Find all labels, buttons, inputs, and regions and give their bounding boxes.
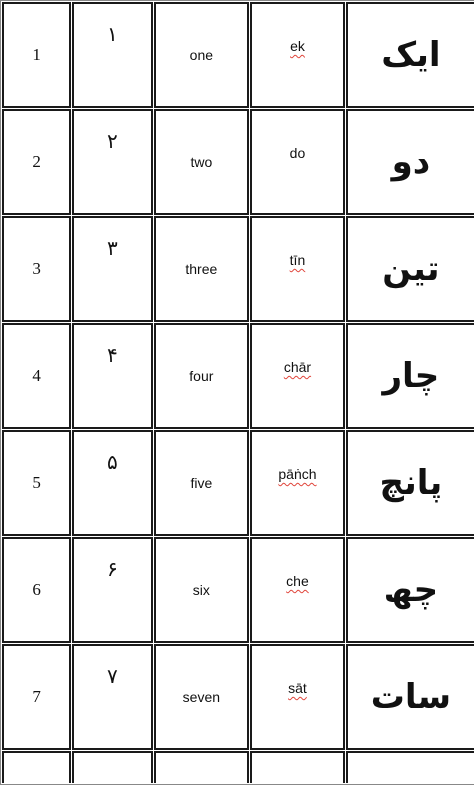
table-row xyxy=(2,537,474,643)
urdu-word-cell: چھ xyxy=(346,537,474,643)
table-row xyxy=(2,323,474,429)
number-cell: 3 xyxy=(2,216,71,322)
transliteration-cell xyxy=(250,109,345,215)
table-row xyxy=(2,430,474,536)
table-row xyxy=(2,2,474,108)
urdu-digit-cell: ۶ xyxy=(72,537,152,643)
number-cell: 7 xyxy=(2,644,71,750)
transliteration-cell xyxy=(250,644,345,750)
transliteration-cell xyxy=(250,216,345,322)
empty-cell xyxy=(2,751,71,783)
urdu-digit-cell: ١ xyxy=(72,2,152,108)
transliteration-text: do xyxy=(289,145,306,161)
urdu-word-cell: چار xyxy=(346,323,474,429)
number-cell: 4 xyxy=(2,323,71,429)
urdu-word-cell: تین xyxy=(346,216,474,322)
urdu-digit-cell: ٣ xyxy=(72,216,152,322)
urdu-digit-cell: ٧ xyxy=(72,644,152,750)
urdu-word-cell: سات xyxy=(346,644,474,750)
transliteration-cell xyxy=(250,537,345,643)
urdu-word-cell: ایک xyxy=(346,2,474,108)
transliteration-text: chār xyxy=(283,359,312,375)
english-word-cell: four xyxy=(154,323,250,429)
english-word-cell: two xyxy=(154,109,250,215)
table-row xyxy=(2,109,474,215)
number-cell: 6 xyxy=(2,537,71,643)
table-row xyxy=(2,644,474,750)
english-word-cell: seven xyxy=(154,644,250,750)
english-word-cell: five xyxy=(154,430,250,536)
table-row xyxy=(2,216,474,322)
transliteration-text: che xyxy=(286,573,309,589)
empty-cell xyxy=(154,751,250,783)
empty-cell xyxy=(346,751,474,783)
urdu-digit-cell: ۴ xyxy=(72,323,152,429)
transliteration-text: sāt xyxy=(288,680,307,696)
urdu-digit-cell: ۵ xyxy=(72,430,152,536)
transliteration-cell xyxy=(250,430,345,536)
transliteration-text: tīn xyxy=(289,252,306,268)
empty-cell xyxy=(250,751,345,783)
transliteration-text: ek xyxy=(290,38,305,54)
urdu-word-cell: دو xyxy=(346,109,474,215)
english-word-cell: six xyxy=(154,537,250,643)
transliteration-text: pāṅch xyxy=(278,466,317,482)
empty-cell xyxy=(72,751,152,783)
urdu-word-cell: پانچ xyxy=(346,430,474,536)
table-row-partial xyxy=(2,751,474,783)
english-word-cell: one xyxy=(154,2,250,108)
number-cell: 1 xyxy=(2,2,71,108)
transliteration-cell xyxy=(250,2,345,108)
number-cell: 2 xyxy=(2,109,71,215)
number-cell: 5 xyxy=(2,430,71,536)
transliteration-cell xyxy=(250,323,345,429)
urdu-digit-cell: ٢ xyxy=(72,109,152,215)
english-word-cell: three xyxy=(154,216,250,322)
